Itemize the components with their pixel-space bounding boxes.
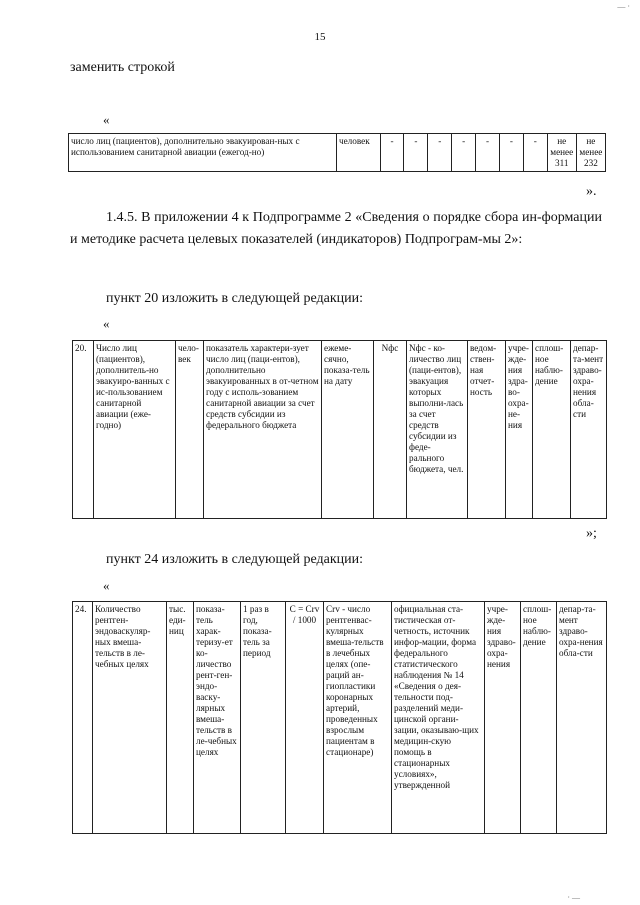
table-cell: C = Crv / 1000	[286, 602, 324, 834]
table-cell: Crv - число рентгенвас-кулярных вмеша-тельств в лечебных целях (опе-раций ан-гиопластики коронарных артерий, проведенных взрослым пациентам в стационаре)	[324, 602, 392, 834]
table-cell: -	[476, 134, 500, 172]
table-cell: официальная ста-тистическая от-четность, источник инфор-мации, форма федерального статистического наблюдения № 14 «Сведения о дея-тельности под-разделений меди-цинской органи-зации, оказываю-щих медицин-скую помощь в стационарных условиях», утвержденной	[392, 602, 485, 834]
replace-line: заменить строкой	[70, 60, 175, 75]
table-cell: чело-век	[176, 341, 204, 519]
close-quote-2: »;	[586, 526, 597, 541]
table-cell: показатель характери-зует число лиц (паци-ентов), дополнительно эвакуированных в от-четном году с исполь-зованием санитарной авиации за счет средств субсидии из федерального бюджета	[204, 341, 322, 519]
table-cell: Nфс	[374, 341, 407, 519]
close-quote-1: ».	[586, 184, 597, 199]
table-cell: не менее 311	[547, 134, 576, 172]
table-cell: -	[499, 134, 523, 172]
page-number: 15	[314, 31, 326, 43]
table-cell: учре-жде-ния здра-во-охра-не-ния	[506, 341, 533, 519]
table-cell: -	[380, 134, 404, 172]
table-row	[73, 602, 607, 834]
table-row	[69, 134, 606, 172]
table-cell: -	[523, 134, 547, 172]
table-1	[68, 133, 606, 172]
table-cell: Количество рентген-эндоваскуляр-ных вмеша-тельств в ле-чебных целях	[93, 602, 167, 834]
table-cell: тыс. еди-ниц	[167, 602, 194, 834]
table-cell: -	[452, 134, 476, 172]
table-cell: сплош-ное наблю-дение	[521, 602, 557, 834]
table-cell: число лиц (пациентов), дополнительно эвакуирован-ных с использованием санитарной авиации (ежегод-но)	[69, 134, 337, 172]
table-cell: -	[404, 134, 428, 172]
table-2	[72, 340, 607, 519]
open-quote-3: «	[103, 578, 110, 593]
table-cell: сплош-ное наблю-дение	[533, 341, 571, 519]
table-row	[73, 341, 607, 519]
open-quote-1: «	[103, 112, 110, 127]
open-quote-2: «	[103, 316, 110, 331]
table-cell: 24.	[73, 602, 93, 834]
table-cell: ведом-ствен-ная отчет-ность	[468, 341, 506, 519]
table-cell: учре-жде-ния здраво-охра-нения	[485, 602, 521, 834]
table-cell: человек	[336, 134, 380, 172]
table-cell: 20.	[73, 341, 94, 519]
table-cell: Число лиц (пациентов), дополнитель-но эвакуиро-ванных с ис-пользованием санитарной авиации (еже-годно)	[94, 341, 176, 519]
table-cell: ежеме-сячно, показа-тель на дату	[322, 341, 374, 519]
table-cell: -	[428, 134, 452, 172]
table-3	[72, 601, 607, 834]
table-cell: не менее 232	[576, 134, 605, 172]
point-24-heading: пункт 24 изложить в следующей редакции:	[106, 552, 363, 567]
point-20-heading: пункт 20 изложить в следующей редакции:	[106, 291, 363, 306]
table-cell: показа-тель харак-теризу-ет ко-личество рент-ген-эндо-васку-лярных вмеша-тельств в ле-чебных целях	[194, 602, 241, 834]
table-cell: депар-та-мент здраво-охра-нения обла-сти	[557, 602, 607, 834]
paragraph-1-4-5: 1.4.5. В приложении 4 к Подпрограмме 2 «Сведения о порядке сбора ин-формации и методике расчета целевых показателей (индикаторов) Подпрограм-мы 2»:	[70, 210, 602, 247]
table-cell: 1 раз в год, показа-тель за период	[241, 602, 286, 834]
page-edge-mark-bottom: · —	[567, 893, 580, 902]
table-cell: Nфс - ко-личество лиц (паци-ентов), эвакуация которых выполни-лась за счет средств субсидии из феде-рального бюджета, чел.	[407, 341, 468, 519]
table-cell: депар-та-мент здраво-охра-нения обла-сти	[571, 341, 607, 519]
page-edge-mark-top: — ·	[617, 2, 630, 11]
